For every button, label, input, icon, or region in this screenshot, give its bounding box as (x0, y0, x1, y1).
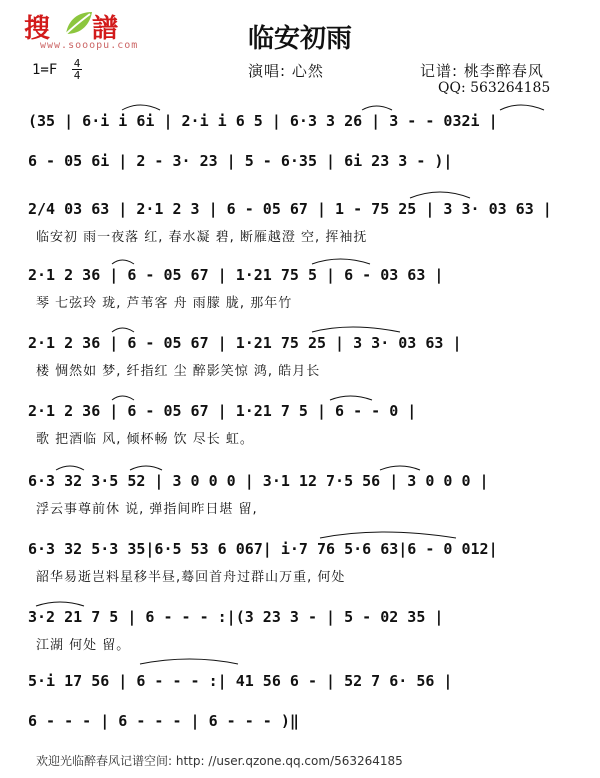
lyrics-line: 琴 七弦玲 珑, 芦苇客 舟 雨朦 胧, 那年竹 (36, 296, 293, 310)
slur-mark (320, 532, 456, 538)
notation-line: 2·1 2 36 | 6 - 05 67 | 1·21 75 5 | 6 - 03 63 | (28, 266, 444, 284)
slur-mark (500, 105, 544, 110)
song-title: 临安初雨 (247, 24, 352, 54)
slur-mark (36, 602, 84, 606)
notation-line: 3·2 21 7 5 | 6 - - - :|(3 23 3 - | 5 - 02 35 | (28, 608, 444, 626)
score-system-11 (28, 712, 576, 734)
lyrics-line: 歌 把酒临 风, 倾杯畅 饮 尽长 虹。 (36, 432, 254, 446)
slur-mark (330, 396, 372, 400)
leaf-logo-icon (62, 10, 94, 38)
time-signature (72, 58, 82, 81)
score-system-8 (28, 540, 576, 584)
slur-mark (410, 192, 470, 198)
notation-line: 6 - 05 6i | 2 - 3· 23 | 5 - 6·35 | 6i 23 3 - )| (28, 152, 453, 170)
slur-mark (312, 259, 370, 264)
score-system-4 (28, 266, 576, 310)
score-system-9 (28, 608, 576, 652)
score-system-7 (28, 472, 576, 516)
qq-number: QQ: 563264185 (438, 80, 551, 96)
slur-mark (312, 327, 400, 332)
lyrics-line: 楼 惆然如 梦, 纤指红 尘 醉影笑惊 鸿, 皓月长 (36, 364, 321, 378)
score-system-5 (28, 334, 576, 378)
notation-line: (35 | 6·i i 6i | 2·i i 6 5 | 6·3 3 26 | 3 - - 032i | (28, 112, 498, 130)
slur-mark (130, 466, 162, 470)
logo-pu-char: 譜 (92, 14, 119, 44)
notation-line: 2·1 2 36 | 6 - 05 67 | 1·21 75 25 | 3 3· 03 63 | (28, 334, 462, 352)
lyrics-line: 临安初 雨一夜落 红, 春水凝 碧, 断雁越澄 空, 挥袖抚 (36, 230, 368, 244)
slur-mark (112, 260, 134, 264)
lyrics-line: 浮云事尊前休 说, 弹指间昨日堪 留, (36, 502, 258, 516)
slur-mark (112, 328, 134, 332)
score-system-3 (28, 200, 576, 244)
singer-credit: 演唱: 心然 (248, 62, 324, 80)
score-system-6 (28, 402, 576, 446)
meter-bottom: 4 (73, 69, 81, 82)
lyrics-line: 江湖 何处 留。 (36, 638, 131, 652)
slur-mark (122, 105, 160, 110)
meter-top: 4 (73, 57, 81, 70)
notation-line: 2/4 03 63 | 2·1 2 3 | 6 - 05 67 | 1 - 75 25 | 3 3· 03 63 | (28, 200, 552, 218)
notation-line: 6·3 32 5·3 35|6·5 53 6 067| i·7 76 5·6 63|6 - 0 012| (28, 540, 498, 558)
slur-mark (56, 466, 84, 470)
notation-line: 6·3 32 3·5 52 | 3 0 0 0 | 3·1 12 7·5 56 | 3 0 0 0 | (28, 472, 489, 490)
key-signature: 1=F (32, 62, 58, 78)
score-system-10 (28, 672, 576, 694)
logo-so-char: 搜 (24, 14, 51, 44)
notation-line: 6 - - - | 6 - - - | 6 - - - )‖ (28, 712, 299, 730)
slur-mark (112, 396, 134, 400)
slur-mark (362, 106, 392, 110)
footer-note: 欢迎光临醉春风记谱空间: http: //user.qzone.qq.com/563264185 (36, 754, 403, 768)
transcriber-credit: 记谱: 桃李醉春风 (420, 62, 544, 80)
slur-mark (140, 659, 238, 664)
notation-line: 5·i 17 56 | 6 - - - :| 41 56 6 - | 52 7 6· 56 | (28, 672, 453, 690)
slur-mark (380, 466, 420, 470)
notation-line: 2·1 2 36 | 6 - 05 67 | 1·21 7 5 | 6 - - 0 | (28, 402, 417, 420)
logo-url: www.sooopu.com (40, 40, 139, 51)
lyrics-line: 韶华易逝岂料星移半昼,蓦回首舟过群山万重, 何处 (36, 570, 346, 584)
score-system-1 (28, 112, 576, 134)
score-system-2 (28, 152, 576, 174)
